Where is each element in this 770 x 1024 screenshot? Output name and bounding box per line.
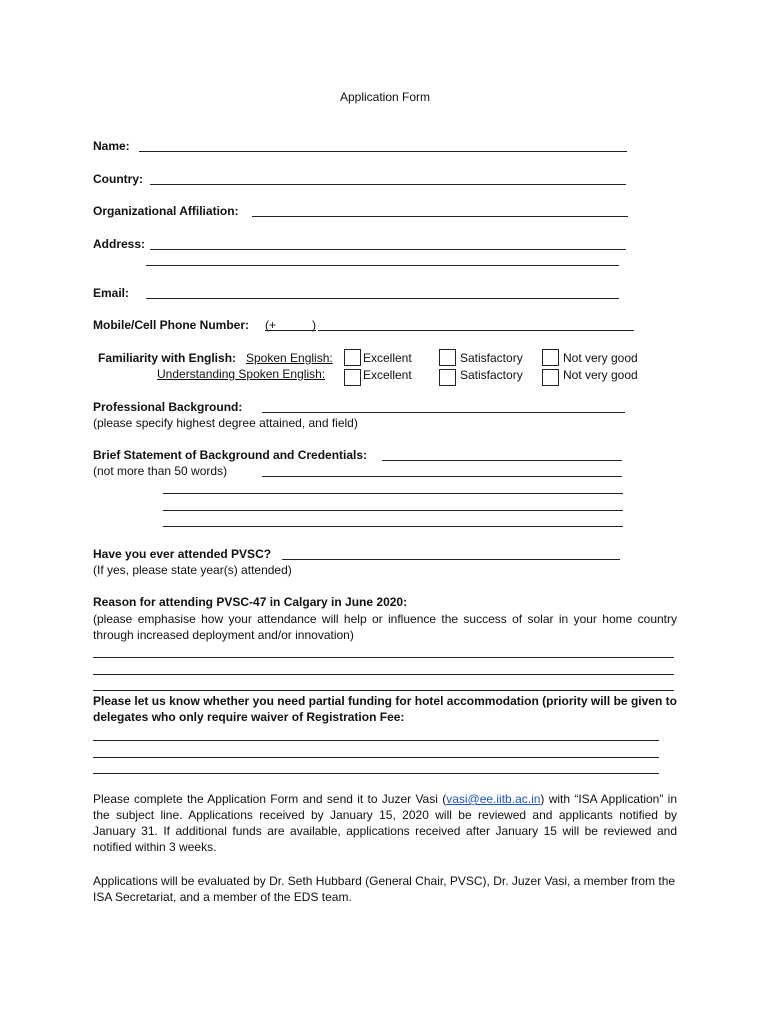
statement-input-line-1[interactable] bbox=[382, 460, 622, 461]
spoken-not-very-good-checkbox[interactable] bbox=[542, 349, 559, 366]
understanding-not-very-good-label: Not very good bbox=[563, 368, 638, 382]
funding-label: Please let us know whether you need partial funding for hotel accommodation (priority will be given to delegates who only require waiver of Registration Fee: bbox=[93, 694, 677, 724]
name-input-line[interactable] bbox=[139, 151, 627, 152]
funding-input-line-3[interactable] bbox=[93, 773, 659, 774]
contact-email-link[interactable]: vasi@ee.iitb.ac.in bbox=[446, 792, 541, 806]
page-title: Application Form bbox=[339, 90, 431, 104]
statement-note: (not more than 50 words) bbox=[93, 464, 228, 478]
pvsc-label: Have you ever attended PVSC? bbox=[93, 547, 272, 561]
email-label: Email: bbox=[93, 286, 130, 300]
reason-label: Reason for attending PVSC-47 in Calgary in June 2020: bbox=[93, 595, 408, 609]
evaluation-paragraph: Applications will be evaluated by Dr. Seth Hubbard (General Chair, PVSC), Dr. Juzer Vasi, a member from the ISA Secretariat, and a member of the EDS team. bbox=[93, 874, 676, 904]
phone-prefix-close: ) bbox=[312, 318, 316, 332]
professional-note: (please specify highest degree attained, and field) bbox=[93, 416, 358, 430]
statement-input-line-2[interactable] bbox=[262, 476, 622, 477]
spoken-excellent-checkbox[interactable] bbox=[344, 349, 361, 366]
spoken-satisfactory-checkbox[interactable] bbox=[439, 349, 456, 366]
understanding-english-label: Understanding Spoken English: bbox=[157, 367, 326, 381]
country-input-line[interactable] bbox=[150, 184, 626, 185]
name-label: Name: bbox=[93, 139, 130, 153]
phone-label: Mobile/Cell Phone Number: bbox=[93, 318, 250, 332]
familiarity-label: Familiarity with English: bbox=[98, 351, 237, 365]
instructions-text-after: ) with “ISA Application” in the subject line. Applications received by January 15, 2020 will be reviewed and applicants notified by January 31. If additional funds are available, applications received after January 15 will be reviewed and notified within 3 weeks. bbox=[93, 792, 677, 854]
understanding-satisfactory-label: Satisfactory bbox=[460, 368, 523, 382]
pvsc-note: (If yes, please state year(s) attended) bbox=[93, 563, 292, 577]
reason-input-line-2[interactable] bbox=[93, 674, 674, 675]
statement-label: Brief Statement of Background and Credentials: bbox=[93, 448, 368, 462]
reason-note: (please emphasise how your attendance will help or influence the success of solar in your home country through increased deployment and/or innovation) bbox=[93, 612, 677, 642]
spoken-satisfactory-label: Satisfactory bbox=[460, 351, 523, 365]
spoken-excellent-label: Excellent bbox=[363, 351, 412, 365]
funding-input-line-1[interactable] bbox=[93, 740, 659, 741]
instructions-paragraph bbox=[93, 791, 677, 855]
statement-input-line-4[interactable] bbox=[163, 510, 623, 511]
phone-prefix: (+ bbox=[265, 318, 277, 332]
statement-input-line-5[interactable] bbox=[163, 526, 623, 527]
address-input-line-2[interactable] bbox=[146, 265, 619, 266]
affiliation-input-line[interactable] bbox=[252, 216, 628, 217]
professional-label: Professional Background: bbox=[93, 400, 243, 414]
understanding-not-very-good-checkbox[interactable] bbox=[542, 369, 559, 386]
understanding-excellent-checkbox[interactable] bbox=[344, 369, 361, 386]
phone-input-line[interactable] bbox=[318, 330, 634, 331]
reason-input-line-1[interactable] bbox=[93, 657, 674, 658]
understanding-satisfactory-checkbox[interactable] bbox=[439, 369, 456, 386]
statement-input-line-3[interactable] bbox=[163, 493, 623, 494]
pvsc-input-line[interactable] bbox=[282, 559, 620, 560]
country-label: Country: bbox=[93, 172, 143, 186]
address-input-line-1[interactable] bbox=[150, 249, 626, 250]
spoken-english-label: Spoken English: bbox=[246, 351, 333, 365]
affiliation-label: Organizational Affiliation: bbox=[93, 204, 239, 218]
email-input-line[interactable] bbox=[146, 298, 619, 299]
phone-code-line[interactable] bbox=[265, 330, 316, 331]
professional-input-line[interactable] bbox=[262, 412, 625, 413]
reason-input-line-3[interactable] bbox=[93, 690, 674, 691]
understanding-excellent-label: Excellent bbox=[363, 368, 412, 382]
instructions-text-before: Please complete the Application Form and send it to Juzer Vasi ( bbox=[93, 792, 447, 806]
spoken-not-very-good-label: Not very good bbox=[563, 351, 638, 365]
address-label: Address: bbox=[93, 237, 146, 251]
funding-input-line-2[interactable] bbox=[93, 757, 659, 758]
